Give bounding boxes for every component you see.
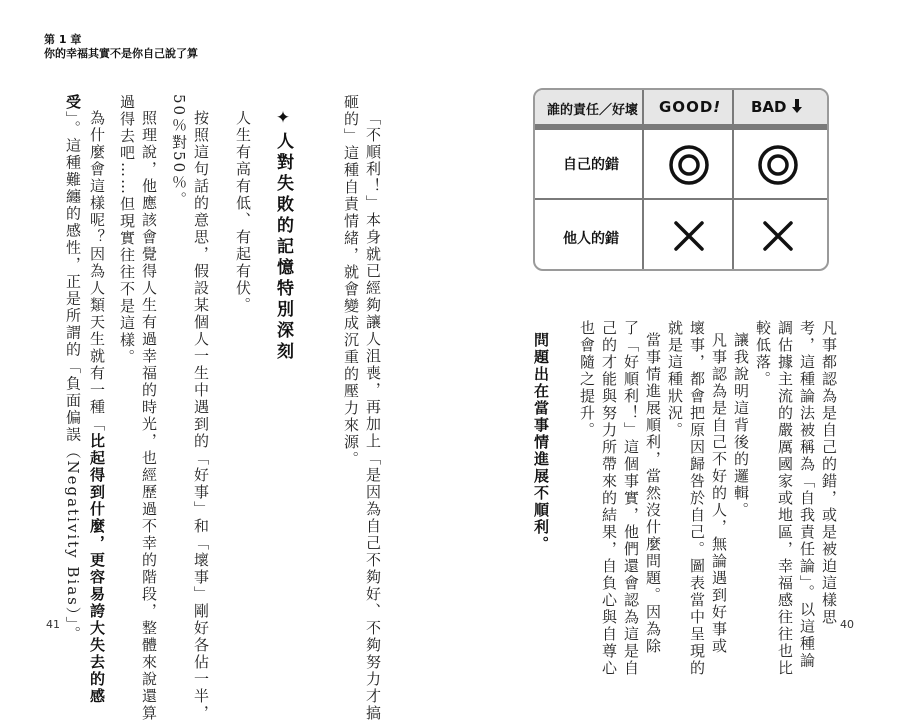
text-column: 人生有高有低、有起有伏。	[234, 110, 252, 314]
row-label-self: 自己的錯	[563, 157, 619, 173]
good-exclaim: !	[713, 98, 722, 116]
text-column: 50％對50％。	[170, 94, 188, 209]
text-column	[62, 94, 84, 643]
chapter-title: 你的幸福其實不是你自己說了算	[44, 47, 198, 60]
page-number-right: 40	[840, 618, 854, 631]
text-column: 較低落。	[754, 320, 772, 388]
section-heading-text: 人對失敗的記憶特別深刻	[273, 132, 293, 363]
text-column: 砸的」這種自責情緒，就會變成沉重的壓力來源。	[342, 94, 360, 468]
table-divider-v2	[732, 90, 734, 271]
text-column: 調估據主流的嚴厲國家或地區，幸福感往往也比	[776, 320, 794, 677]
text-column: 當事情進展順利，當然沒什麼問題。因為除	[644, 332, 662, 655]
text-column: 考，這種論法被稱為「自我責任論」。以這種論	[798, 320, 816, 670]
double-circle-icon	[756, 143, 800, 187]
responsibility-table	[533, 88, 829, 271]
page-number-left: 41	[46, 618, 60, 631]
row-label-others: 他人的錯	[563, 231, 619, 247]
good-text: GOOD	[659, 98, 714, 116]
text-column: 凡事都認為是自己的錯，或是被迫這樣思	[820, 320, 838, 626]
text-column: 照理說，他應該會覺得人生有過幸福的時光，也經歷過不幸的階段，整體來說還算	[140, 110, 158, 722]
double-circle-icon	[667, 143, 711, 187]
text-column: 了「好順利！」這個事實，他們還會認為這是自	[622, 320, 640, 677]
text-column: 過得去吧……但現實往往不是這樣。	[118, 94, 136, 366]
cross-icon	[672, 219, 706, 253]
section-heading	[272, 108, 294, 408]
text-column: 讓我說明這背後的邏輯。	[732, 332, 750, 519]
text-column: 己的才能與努力所帶來的結果，自負心與自尊心	[600, 320, 618, 677]
text-column: 也會隨之提升。	[578, 320, 596, 439]
text-column: 按照這句話的意思，假設某個人一生中遇到的「好事」和「壞事」剛好各佔一半，	[192, 110, 210, 722]
text-column: 凡事認為是自己不好的人，無論遇到好事或	[710, 332, 728, 655]
text-segment: 」。這種難纏的感性，正是所謂的「負面偏誤（Negativity Bias）」。	[64, 111, 82, 643]
emphasis-column: 問題出在當事情進展不順利。	[532, 332, 550, 553]
star-icon: ✦	[273, 108, 293, 132]
emphasis-text: 比起得到什麼，更容易誇大失去的感	[88, 433, 106, 705]
table-divider-v1	[642, 90, 644, 271]
text-column: 壞事，都會把原因歸咎於自己。圖表當中呈現的	[688, 320, 706, 677]
text-column	[86, 110, 108, 705]
bad-label	[751, 98, 802, 116]
table-divider-h	[535, 198, 829, 200]
text-column: 「不順利！」本身就已經夠讓人沮喪，再加上「是因為自己不夠好、不夠努力才搞	[364, 110, 382, 722]
chapter-number: 第 1 章	[44, 33, 82, 46]
text-column: 就是這種狀況。	[666, 320, 684, 439]
emphasis-text: 受	[64, 94, 82, 111]
text-segment: 為什麼會這樣呢？因為人類天生就有一種「	[88, 110, 106, 433]
down-arrow-icon	[792, 99, 802, 113]
table-header-label: 誰的責任／好壞	[547, 103, 639, 118]
good-label	[659, 98, 721, 116]
cross-icon	[761, 219, 795, 253]
bad-text: BAD	[751, 98, 787, 116]
